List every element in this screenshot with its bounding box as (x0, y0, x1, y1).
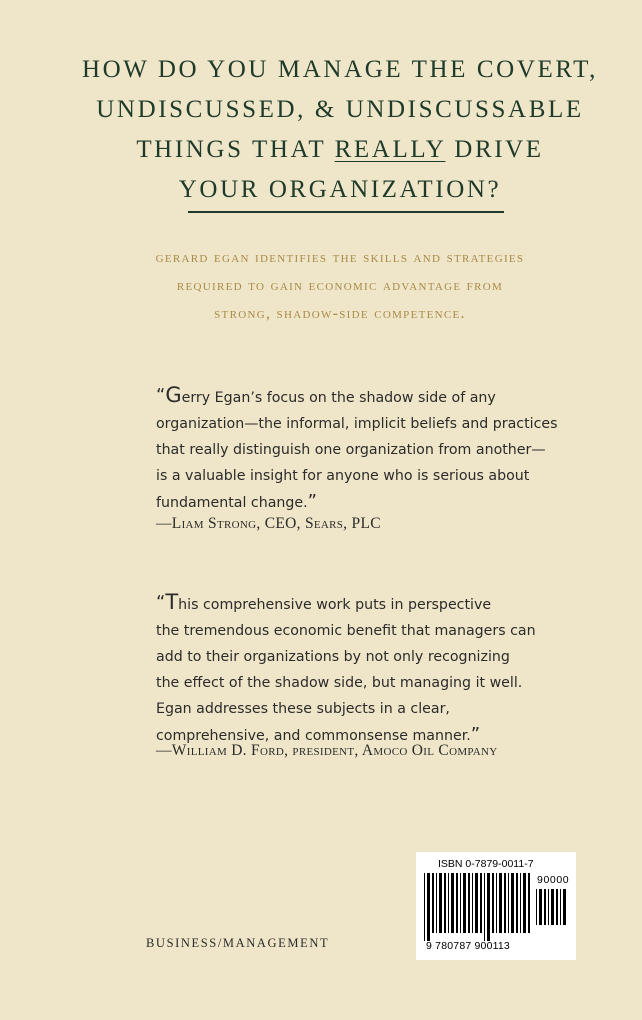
quote-2-open-mark: “ (156, 592, 166, 613)
category-label: BUSINESS/MANAGEMENT (146, 936, 330, 950)
quote-2-line-5: Egan addresses these subjects in a clear, (156, 701, 450, 717)
barcode-bar (560, 889, 561, 925)
quote-1-line-1 (156, 382, 596, 411)
quote-1-line-2: organization—the informal, implicit beliefs and practices (156, 416, 558, 432)
barcode-bar (520, 873, 521, 933)
barcode-bar (463, 873, 466, 933)
quote-1-text-5: fundamental change. (156, 495, 308, 511)
quote-2-text-1: his comprehensive work puts in perspective (178, 597, 492, 613)
barcode-bar (439, 873, 442, 933)
barcode-bar (523, 873, 526, 933)
quote-1-line-3: that really distinguish one organization from another— (156, 442, 546, 458)
barcode-bar (444, 873, 446, 933)
headline (70, 50, 610, 210)
quote-2-initial: T (165, 590, 179, 614)
quote-2-text-6: comprehensive, and commonsense manner. (156, 728, 471, 744)
barcode-bar (508, 873, 509, 933)
barcode-panel (416, 852, 576, 960)
price-code: 90000 (537, 874, 570, 886)
quote-1-open-mark: “ (156, 385, 166, 406)
quote-1-initial: G (165, 383, 182, 407)
quote-1-attribution: —Liam Strong, CEO, Sears, PLC (156, 515, 381, 532)
headline-emphasis: REALLY (334, 136, 446, 163)
barcode-bar (496, 873, 497, 933)
price-barcode-icon (536, 889, 570, 933)
barcode-bar (499, 873, 502, 933)
quote-2-line-4: the effect of the shadow side, but managing it well. (156, 675, 523, 691)
barcode-bar (511, 873, 514, 933)
barcode-bar (516, 873, 518, 933)
subhead (100, 244, 580, 328)
barcode-bar (504, 873, 506, 933)
headline-line-3 (70, 130, 610, 170)
barcode-bar (539, 889, 542, 925)
quote-1-text-1: erry Egan’s focus on the shadow side of any (181, 390, 496, 406)
barcode-bar (484, 873, 485, 941)
barcode-bar (475, 873, 478, 933)
barcode-bar (460, 873, 461, 933)
headline-line-3-pre: THINGS THAT (136, 136, 335, 163)
isbn-text: ISBN 0-7879-0011-7 (438, 858, 534, 870)
barcode-bar (548, 889, 549, 925)
headline-line-3-post: DRIVE (445, 136, 544, 163)
subhead-line-1: gerard egan identifies the skills and strategies (155, 249, 525, 266)
barcode-bar (451, 873, 454, 933)
barcode-bar (448, 873, 449, 933)
quote-1-line-5 (156, 489, 596, 516)
headline-line-2: UNDISCUSSED, & UNDISCUSSABLE (96, 96, 584, 123)
barcode-bar (556, 889, 558, 925)
barcode-bar (427, 873, 430, 941)
barcode-bar (472, 873, 473, 933)
quote-2-line-3: add to their organizations by not only recognizing (156, 649, 510, 665)
barcode-bar (456, 873, 458, 933)
barcode-bar (536, 889, 537, 925)
quote-2 (156, 589, 596, 749)
quote-1-line-4: is a valuable insight for anyone who is serious about (156, 468, 530, 484)
barcode-bar (551, 889, 554, 925)
ean-digits: 9 780787 900113 (426, 940, 510, 952)
quote-1-close-mark: ” (307, 491, 317, 512)
quote-2-line-1 (156, 589, 596, 618)
subhead-line-3: strong, shadow-side competence. (214, 305, 466, 322)
subhead-line-2: required to gain economic advantage from (176, 277, 504, 294)
barcode-bar (544, 889, 546, 925)
quote-2-attribution: —William D. Ford, president, Amoco Oil Company (156, 742, 498, 759)
quote-1 (156, 382, 596, 516)
barcode-bar (468, 873, 470, 933)
barcode-bar (432, 873, 434, 933)
barcode-bar (487, 873, 490, 941)
barcode-bar (480, 873, 482, 933)
headline-line-1: HOW DO YOU MANAGE THE COVERT, (81, 56, 598, 83)
barcode-bar (492, 873, 494, 933)
barcode-icon (424, 873, 536, 941)
barcode-bar (424, 873, 425, 941)
quote-2-line-2: the tremendous economic benefit that managers can (156, 623, 536, 639)
barcode-bar (436, 873, 437, 933)
divider-rule (188, 211, 504, 213)
quote-2-close-mark: ” (470, 724, 481, 745)
barcode-bar (563, 889, 566, 925)
barcode-bar (528, 873, 530, 933)
headline-line-4: YOUR ORGANIZATION? (178, 176, 502, 203)
